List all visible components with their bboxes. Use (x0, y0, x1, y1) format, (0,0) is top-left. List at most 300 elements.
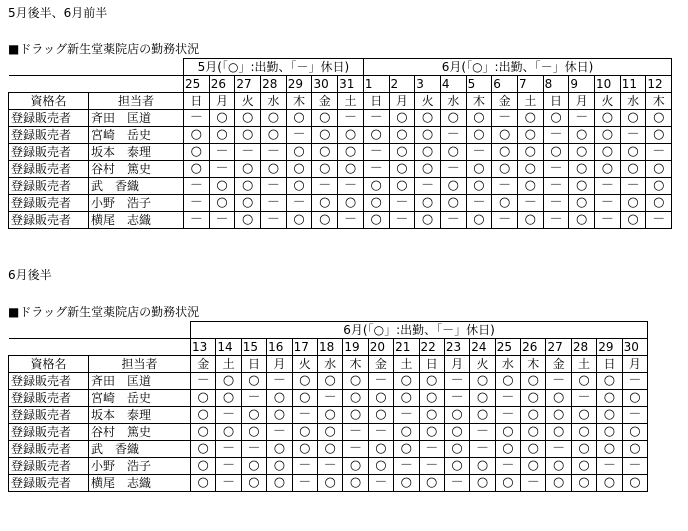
attendance-mark: － (317, 390, 342, 407)
attendance-mark: ○ (241, 458, 266, 475)
attendance-mark: － (363, 110, 389, 127)
attendance-mark: － (184, 212, 210, 229)
attendance-mark: ○ (569, 178, 595, 195)
attendance-mark: － (620, 178, 646, 195)
attendance-mark: － (317, 458, 342, 475)
attendance-mark: － (184, 195, 210, 212)
weekday-cell: 火 (470, 356, 495, 373)
staff-row (9, 390, 648, 407)
attendance-mark: ○ (466, 178, 492, 195)
attendance-mark: ○ (389, 178, 415, 195)
staff-row (9, 110, 672, 127)
weekday-cell: 日 (543, 93, 569, 110)
attendance-mark: ○ (292, 390, 317, 407)
attendance-mark: ○ (492, 127, 518, 144)
attendance-mark: － (543, 178, 569, 195)
weekday-cell: 水 (317, 356, 342, 373)
staff-name-cell: 武 香織 (89, 441, 191, 458)
attendance-mark: ○ (622, 424, 647, 441)
attendance-mark: ○ (620, 161, 646, 178)
weekday-cell: 金 (546, 356, 571, 373)
role-cell: 登録販売者 (9, 195, 89, 212)
date-row (9, 339, 648, 356)
attendance-mark: ○ (267, 458, 292, 475)
attendance-mark: ○ (470, 390, 495, 407)
date-cell: 8 (543, 76, 569, 93)
staff-row (9, 161, 672, 178)
attendance-mark: － (209, 144, 235, 161)
date-cell: 14 (216, 339, 241, 356)
staff-name-cell: 宮崎 岳史 (89, 127, 184, 144)
role-cell: 登録販売者 (9, 110, 89, 127)
corner-blank (9, 322, 191, 339)
staff-row (9, 212, 672, 229)
attendance-mark: － (292, 475, 317, 492)
attendance-mark: ○ (517, 212, 543, 229)
attendance-mark: ○ (368, 407, 393, 424)
date-cell: 22 (419, 339, 444, 356)
attendance-mark: － (363, 144, 389, 161)
attendance-mark: ○ (571, 373, 596, 390)
date-cell: 15 (241, 339, 266, 356)
weekday-cell: 水 (440, 93, 466, 110)
attendance-mark: ○ (292, 441, 317, 458)
attendance-mark: － (184, 110, 210, 127)
attendance-mark: ○ (466, 110, 492, 127)
corner-blank (9, 59, 184, 76)
attendance-mark: － (495, 407, 520, 424)
weekday-cell: 月 (444, 356, 469, 373)
attendance-mark: ○ (312, 195, 338, 212)
weekday-cell: 月 (622, 356, 647, 373)
attendance-mark: ○ (286, 161, 312, 178)
attendance-mark: ○ (317, 424, 342, 441)
attendance-mark: － (292, 458, 317, 475)
weekday-cell: 水 (620, 93, 646, 110)
staff-row (9, 475, 648, 492)
attendance-mark: － (543, 212, 569, 229)
attendance-mark: ○ (495, 373, 520, 390)
role-cell: 登録販売者 (9, 144, 89, 161)
attendance-mark: ○ (546, 475, 571, 492)
attendance-mark: ○ (517, 161, 543, 178)
date-cell: 5 (466, 76, 492, 93)
attendance-mark: － (492, 212, 518, 229)
weekday-cell: 水 (495, 356, 520, 373)
staff-row (9, 195, 672, 212)
attendance-mark: ○ (184, 127, 210, 144)
attendance-mark: ○ (216, 373, 241, 390)
date-cell: 3 (415, 76, 441, 93)
date-cell: 19 (343, 339, 368, 356)
weekday-cell: 月 (209, 93, 235, 110)
weekday-cell: 金 (312, 93, 338, 110)
attendance-mark: ○ (521, 424, 546, 441)
attendance-mark: ○ (620, 144, 646, 161)
attendance-mark: ○ (597, 407, 622, 424)
attendance-mark: ○ (235, 161, 261, 178)
attendance-mark: ○ (235, 195, 261, 212)
attendance-mark: ○ (517, 110, 543, 127)
date-cell: 29 (286, 76, 312, 93)
attendance-mark: ○ (622, 441, 647, 458)
attendance-mark: ○ (261, 127, 287, 144)
attendance-mark: ○ (440, 144, 466, 161)
attendance-mark: － (338, 212, 364, 229)
attendance-mark: ○ (571, 424, 596, 441)
date-cell: 28 (571, 339, 596, 356)
date-row (9, 76, 672, 93)
staff-name-cell: 坂本 泰理 (89, 144, 184, 161)
attendance-mark: － (444, 373, 469, 390)
attendance-mark: ○ (312, 110, 338, 127)
attendance-mark: － (394, 458, 419, 475)
staff-name-cell: 武 香織 (89, 178, 184, 195)
attendance-mark: ○ (571, 475, 596, 492)
role-column-label: 資格名 (9, 93, 89, 110)
attendance-mark: － (241, 390, 266, 407)
staff-row (9, 407, 648, 424)
weekday-cell: 金 (492, 93, 518, 110)
attendance-mark: － (216, 407, 241, 424)
date-cell: 30 (312, 76, 338, 93)
attendance-mark: ○ (343, 458, 368, 475)
attendance-mark: ○ (543, 110, 569, 127)
weekday-cell: 月 (267, 356, 292, 373)
attendance-mark: － (622, 458, 647, 475)
attendance-mark: ○ (569, 127, 595, 144)
attendance-mark: ○ (546, 407, 571, 424)
attendance-mark: ○ (235, 212, 261, 229)
weekday-cell: 日 (363, 93, 389, 110)
attendance-mark: ○ (363, 127, 389, 144)
attendance-mark: ○ (495, 441, 520, 458)
attendance-mark: ○ (209, 127, 235, 144)
weekday-cell: 日 (419, 356, 444, 373)
attendance-mark: － (622, 373, 647, 390)
attendance-mark: ○ (209, 178, 235, 195)
date-cell: 26 (521, 339, 546, 356)
attendance-mark: ○ (235, 178, 261, 195)
month-header: 6月(「○」:出勤、「－」休日) (363, 59, 671, 76)
attendance-mark: ○ (312, 212, 338, 229)
attendance-mark: ○ (470, 475, 495, 492)
date-cell: 28 (261, 76, 287, 93)
attendance-mark: ○ (286, 212, 312, 229)
attendance-mark: ○ (267, 407, 292, 424)
attendance-mark: ○ (389, 110, 415, 127)
corner-blank (9, 76, 184, 93)
role-cell: 登録販売者 (9, 441, 89, 458)
attendance-mark: ○ (546, 390, 571, 407)
date-cell: 27 (235, 76, 261, 93)
role-cell: 登録販売者 (9, 407, 89, 424)
attendance-mark: ○ (597, 373, 622, 390)
weekday-cell: 水 (261, 93, 287, 110)
date-cell: 23 (444, 339, 469, 356)
attendance-mark: ○ (546, 424, 571, 441)
attendance-mark: － (394, 407, 419, 424)
date-cell: 7 (517, 76, 543, 93)
attendance-mark: － (419, 441, 444, 458)
attendance-mark: － (184, 178, 210, 195)
weekday-cell: 土 (571, 356, 596, 373)
attendance-mark: － (261, 212, 287, 229)
attendance-mark: ○ (317, 475, 342, 492)
attendance-mark: ○ (620, 110, 646, 127)
attendance-mark: ○ (597, 390, 622, 407)
attendance-mark: ○ (312, 161, 338, 178)
attendance-mark: ○ (415, 110, 441, 127)
date-cell: 16 (267, 339, 292, 356)
attendance-mark: ○ (419, 424, 444, 441)
date-cell: 20 (368, 339, 393, 356)
attendance-mark: － (495, 458, 520, 475)
attendance-mark: ○ (267, 390, 292, 407)
attendance-mark: － (595, 212, 621, 229)
attendance-mark: － (521, 475, 546, 492)
attendance-mark: ○ (338, 195, 364, 212)
attendance-mark: ○ (521, 441, 546, 458)
staff-column-label: 担当者 (89, 93, 184, 110)
attendance-mark: － (235, 144, 261, 161)
attendance-mark: ○ (363, 178, 389, 195)
staff-row (9, 458, 648, 475)
attendance-mark: ○ (571, 407, 596, 424)
role-cell: 登録販売者 (9, 161, 89, 178)
attendance-mark: ○ (419, 407, 444, 424)
date-cell: 30 (622, 339, 647, 356)
attendance-mark: ○ (338, 144, 364, 161)
attendance-mark: － (571, 390, 596, 407)
staff-name-cell: 横尾 志織 (89, 212, 184, 229)
date-cell: 21 (394, 339, 419, 356)
attendance-mark: ○ (569, 161, 595, 178)
staff-row (9, 373, 648, 390)
attendance-mark: ○ (620, 212, 646, 229)
month-header-row (9, 322, 648, 339)
attendance-mark: － (216, 441, 241, 458)
attendance-mark: ○ (569, 195, 595, 212)
attendance-mark: ○ (261, 110, 287, 127)
weekday-row (9, 93, 672, 110)
role-cell: 登録販売者 (9, 212, 89, 229)
attendance-mark: － (492, 110, 518, 127)
attendance-mark: ○ (286, 144, 312, 161)
attendance-mark: ○ (191, 390, 216, 407)
attendance-mark: － (368, 424, 393, 441)
attendance-mark: － (389, 212, 415, 229)
attendance-mark: ○ (191, 424, 216, 441)
role-cell: 登録販売者 (9, 458, 89, 475)
staff-row (9, 424, 648, 441)
date-cell: 18 (317, 339, 342, 356)
attendance-mark: － (595, 195, 621, 212)
attendance-mark: － (546, 441, 571, 458)
attendance-mark: ○ (338, 161, 364, 178)
weekday-cell: 金 (368, 356, 393, 373)
attendance-mark: ○ (191, 407, 216, 424)
staff-name-cell: 小野 浩子 (89, 195, 184, 212)
attendance-mark: ○ (492, 144, 518, 161)
staff-name-cell: 谷村 篤史 (89, 424, 191, 441)
staff-name-cell: 斉田 匡道 (89, 373, 191, 390)
attendance-mark: ○ (191, 458, 216, 475)
date-cell: 13 (191, 339, 216, 356)
attendance-mark: ○ (415, 127, 441, 144)
attendance-mark: ○ (646, 161, 672, 178)
attendance-mark: ○ (389, 161, 415, 178)
attendance-mark: － (466, 195, 492, 212)
date-cell: 25 (184, 76, 210, 93)
attendance-mark: － (261, 178, 287, 195)
attendance-mark: － (363, 161, 389, 178)
attendance-mark: ○ (595, 110, 621, 127)
date-cell: 25 (495, 339, 520, 356)
attendance-mark: ○ (415, 144, 441, 161)
role-cell: 登録販売者 (9, 475, 89, 492)
attendance-mark: ○ (216, 424, 241, 441)
attendance-mark: － (419, 458, 444, 475)
date-cell: 27 (546, 339, 571, 356)
staff-row (9, 127, 672, 144)
weekday-cell: 土 (338, 93, 364, 110)
attendance-mark: － (209, 212, 235, 229)
weekday-cell: 火 (235, 93, 261, 110)
attendance-mark: － (267, 424, 292, 441)
section1-subheading: ■ドラッグ新生堂薬院店の勤務状況 (8, 42, 200, 56)
corner-blank (9, 339, 191, 356)
attendance-mark: ○ (292, 373, 317, 390)
attendance-mark: ○ (415, 195, 441, 212)
date-cell: 26 (209, 76, 235, 93)
role-cell: 登録販売者 (9, 424, 89, 441)
attendance-mark: ○ (419, 475, 444, 492)
attendance-mark: － (466, 144, 492, 161)
attendance-mark: ○ (394, 424, 419, 441)
attendance-mark: ○ (495, 424, 520, 441)
weekday-cell: 木 (521, 356, 546, 373)
attendance-mark: ○ (470, 458, 495, 475)
date-cell: 29 (597, 339, 622, 356)
attendance-mark: － (492, 178, 518, 195)
staff-name-cell: 斉田 匡道 (89, 110, 184, 127)
attendance-mark: ○ (444, 424, 469, 441)
attendance-mark: － (620, 127, 646, 144)
attendance-mark: ○ (191, 475, 216, 492)
weekday-cell: 金 (191, 356, 216, 373)
weekday-cell: 火 (595, 93, 621, 110)
month-header: 6月(「○」:出勤、「－」休日) (191, 322, 648, 339)
attendance-mark: － (444, 475, 469, 492)
weekday-cell: 日 (597, 356, 622, 373)
attendance-mark: ○ (317, 407, 342, 424)
month-header-row (9, 59, 672, 76)
attendance-mark: － (440, 127, 466, 144)
attendance-mark: ○ (466, 212, 492, 229)
attendance-mark: ○ (492, 195, 518, 212)
attendance-mark: ○ (216, 390, 241, 407)
attendance-mark: ○ (389, 127, 415, 144)
date-cell: 6 (492, 76, 518, 93)
attendance-mark: ○ (521, 373, 546, 390)
attendance-mark: ○ (241, 424, 266, 441)
staff-row (9, 144, 672, 161)
attendance-mark: ○ (415, 212, 441, 229)
attendance-mark: ○ (394, 390, 419, 407)
attendance-mark: ○ (317, 441, 342, 458)
attendance-mark: － (343, 424, 368, 441)
attendance-mark: － (595, 178, 621, 195)
weekday-cell: 日 (184, 93, 210, 110)
attendance-mark: ○ (343, 407, 368, 424)
attendance-mark: ○ (286, 178, 312, 195)
staff-name-cell: 小野 浩子 (89, 458, 191, 475)
attendance-mark: － (191, 373, 216, 390)
attendance-mark: ○ (394, 373, 419, 390)
attendance-mark: － (261, 195, 287, 212)
attendance-mark: － (338, 178, 364, 195)
attendance-mark: － (622, 407, 647, 424)
attendance-mark: － (216, 475, 241, 492)
attendance-mark: ○ (394, 475, 419, 492)
attendance-mark: ○ (595, 161, 621, 178)
attendance-mark: ○ (184, 144, 210, 161)
attendance-mark: ○ (343, 390, 368, 407)
attendance-mark: ○ (546, 458, 571, 475)
attendance-mark: ○ (267, 441, 292, 458)
attendance-mark: ○ (317, 373, 342, 390)
attendance-mark: ○ (338, 127, 364, 144)
attendance-mark: ○ (646, 195, 672, 212)
staff-row (9, 441, 648, 458)
attendance-mark: － (543, 195, 569, 212)
attendance-mark: － (543, 127, 569, 144)
attendance-mark: ○ (620, 195, 646, 212)
weekday-cell: 木 (646, 93, 672, 110)
section2-heading: 6月後半 (8, 268, 52, 282)
attendance-mark: － (470, 441, 495, 458)
attendance-mark: ○ (440, 178, 466, 195)
attendance-mark: ○ (241, 373, 266, 390)
attendance-mark: ○ (571, 441, 596, 458)
attendance-mark: － (292, 407, 317, 424)
staff-row (9, 178, 672, 195)
weekday-cell: 土 (216, 356, 241, 373)
attendance-mark: － (286, 127, 312, 144)
staff-name-cell: 谷村 篤史 (89, 161, 184, 178)
date-cell: 24 (470, 339, 495, 356)
attendance-mark: ○ (543, 144, 569, 161)
attendance-mark: ○ (415, 161, 441, 178)
section2-subheading: ■ドラッグ新生堂薬院店の勤務状況 (8, 305, 200, 319)
attendance-mark: － (597, 458, 622, 475)
attendance-mark: ○ (571, 458, 596, 475)
date-cell: 1 (363, 76, 389, 93)
attendance-mark: － (261, 144, 287, 161)
attendance-mark: ○ (267, 475, 292, 492)
month-header: 5月(「○」:出勤、「－」休日) (184, 59, 364, 76)
attendance-mark: ○ (343, 475, 368, 492)
attendance-mark: ○ (622, 390, 647, 407)
attendance-mark: ○ (470, 407, 495, 424)
attendance-mark: ○ (343, 373, 368, 390)
weekday-cell: 木 (343, 356, 368, 373)
staff-name-cell: 横尾 志織 (89, 475, 191, 492)
weekday-cell: 日 (241, 356, 266, 373)
attendance-mark: ○ (286, 110, 312, 127)
attendance-mark: ○ (209, 110, 235, 127)
